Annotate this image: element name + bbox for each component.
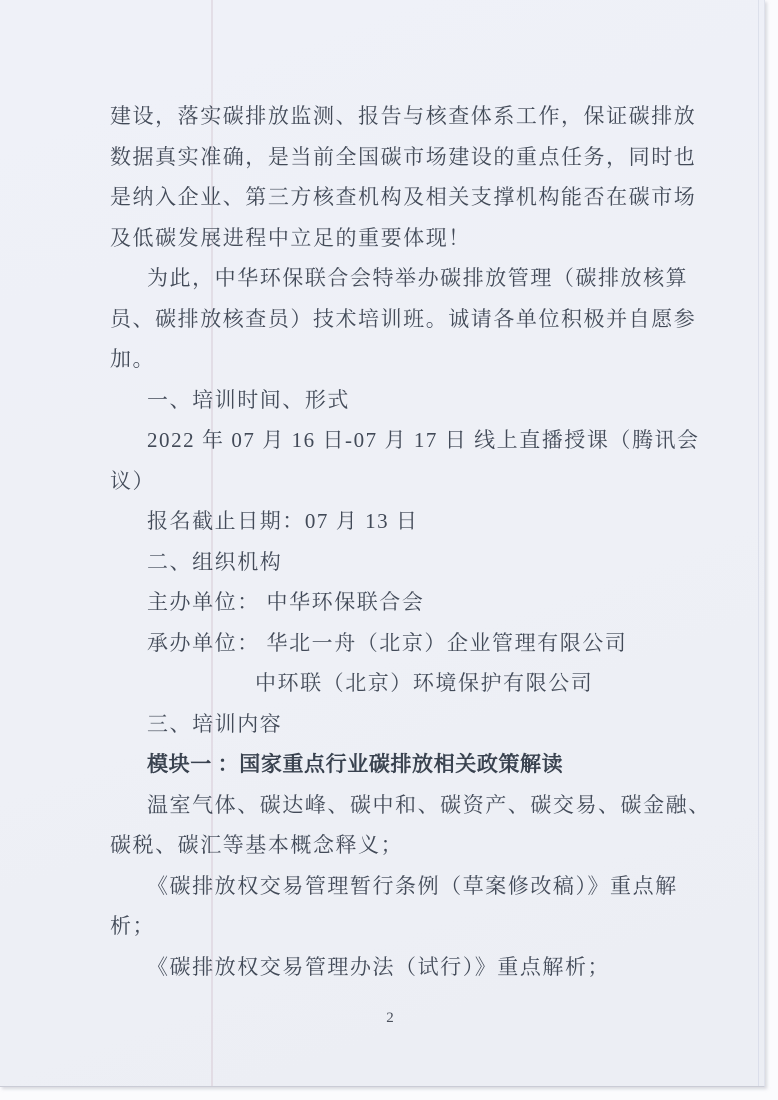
undertaker-line-2: 中环联（北京）环境保护有限公司 — [255, 671, 594, 695]
doc-line: 加。 — [110, 347, 156, 371]
page-number: 2 — [386, 1010, 394, 1026]
document-content — [110, 96, 711, 987]
doc-line: 为此，中华环保联合会特举办碳排放管理（碳排放核算 — [147, 266, 689, 290]
doc-line: 析； — [110, 914, 156, 938]
section-one-heading: 一、培训时间、形式 — [147, 387, 350, 412]
module-one-heading: 模块一 ：国家重点行业碳排放相关政策解读 — [147, 752, 564, 776]
doc-line: 碳税、碳汇等基本概念释义； — [110, 833, 404, 857]
undertaker-line: 承办单位： 华北一舟（北京）企业管理有限公司 — [147, 630, 628, 655]
doc-line: 《碳排放权交易管理办法（试行）》重点解析； — [147, 954, 611, 979]
doc-line: 建设，落实碳排放监测、报告与核查体系工作，保证碳排放 — [110, 104, 697, 128]
doc-line: 《碳排放权交易管理暂行条例（草案修改稿）》重点解 — [147, 873, 678, 898]
section-two-heading: 二、组织机构 — [147, 549, 283, 574]
doc-line: 数据真实准确，是当前全国碳市场建设的重点任务，同时也 — [110, 144, 697, 169]
page-edge-line — [758, 0, 759, 1086]
doc-line: 温室气体、碳达峰、碳中和、碳资产、碳交易、碳金融、 — [147, 792, 711, 817]
doc-line: 议） — [110, 468, 156, 493]
doc-line: 员、碳排放核查员）技术培训班。诚请各单位积极并自愿参 — [110, 306, 697, 331]
deadline-line: 报名截止日期：07 月 13 日 — [147, 509, 419, 533]
organizer-line: 主办单位： 中华环保联合会 — [147, 590, 425, 614]
doc-line: 是纳入企业、第三方核查机构及相关支撑机构能否在碳市场 — [110, 185, 697, 209]
doc-line: 及低碳发展进程中立足的重要体现！ — [110, 225, 471, 250]
training-date-line: 2022 年 07 月 16 日-07 月 17 日 线上直播授课（腾讯会 — [147, 428, 700, 452]
section-three-heading: 三、培训内容 — [147, 711, 283, 736]
